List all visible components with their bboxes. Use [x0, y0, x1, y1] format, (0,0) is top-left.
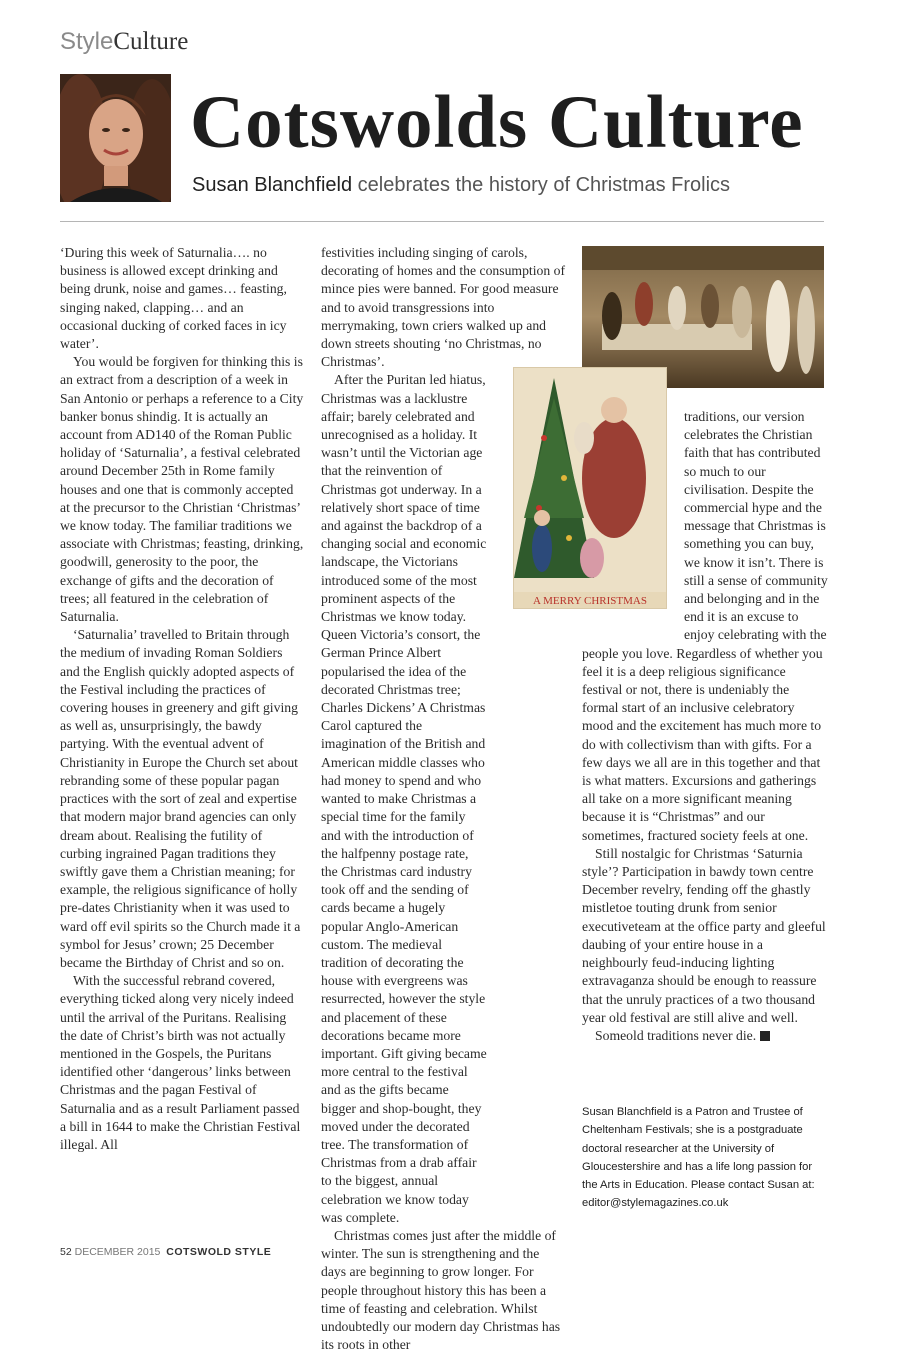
paragraph: festivities including singing of carols, decorating of homes and the consumption of mince pies were banned. For good measure and to avoid transgressions into merrymaking, town criers walked up and down streets shouting ‘no Christmas, no Christmas’.	[321, 245, 566, 370]
issue-date: DECEMBER 2015	[74, 1246, 161, 1258]
paragraph: You would be forgiven for thinking this is an extract from a description of a week in San Antonio or perhaps a reference to a City banker bonus shindig. It is actually an account from AD140 of the Roman Public holiday of ‘Saturnalia’, a festival celebrated around December 25th in Rome family houses and one that is commonly accepted at the precursor to the Christian ‘Christmas’ we know today. The familiar traditions we associate with Christmas; feasting, drinking, goodwill, generosity to the poor, the exchange of gifts and the decoration of trees; all featured in the celebration of Saturnalia.	[60, 354, 304, 625]
subtitle-text: celebrates the history of Christmas Frolics	[357, 174, 731, 196]
section-label	[60, 28, 188, 56]
paragraph: Christmas comes just after the middle of winter. The sun is strengthening and the days are beginning to grow longer. For people throughout history this has been a time of feasting and celebration. Whilst undoubtedly our modern day Christmas has its roots in other	[321, 1227, 561, 1353]
postcard-caption: A MERRY CHRISTMAS	[533, 595, 647, 607]
paragraph	[582, 1027, 828, 1045]
page-footer	[60, 1246, 271, 1258]
article-title: Cotswolds Culture	[190, 81, 804, 164]
paragraph: Still nostalgic for Christmas ‘Saturnia style’? Participation in bawdy town centre December revelry, fending off the ghastly mistletoe touting drunk from senior executiveteam at the office party and gleeful daubing of your entire house in a neighbourly feud-inducing lighting extravaganza should be enough to reassure that the unruly practices of a two thousand year old festival are still alive and well.	[582, 845, 826, 1025]
paragraph: ‘During this week of Saturnalia…. no business is allowed except drinking and being drunk, noise and games… feasting, singing naked, clapping… and an occasional ducking of corked faces in icy water’.	[60, 245, 287, 352]
paragraph: traditions, our version celebrates the Christian faith that has contributed so much to our civilisation. Despite the commercial hype and the message that Christmas is something you can buy, we know it isn’t. There is still a sense of community and belonging and in the end it is an excuse to enjoy celebrating with the people you love. Regardless of whether you feel it is a deep religious significance festival or not, there is undeniably the formal start of an inclusive celebratory mood and the excitement has much more to do with collectivism than with gifts. For a few days we all are in this together and that is what matters. Excursions and gatherings all take on a more significant meaning because it is “Christmas” and our sometimes, fractured society feels at one.	[582, 409, 828, 843]
page-number: 52	[60, 1246, 72, 1258]
end-mark	[760, 1031, 770, 1041]
article-column-1	[60, 244, 304, 1154]
paragraph: With the successful rebrand covered, everything ticked along very nicely indeed until the arrival of the Puritans. Realising the date of Christ’s birth was not actually mentioned in the Gospels, the Puritans identified other ‘dangerous’ links between Christmas and the pagan Festival of Saturnalia and as a result Parliament passed a bill in 1644 to make the Christian Festival illegal. All	[60, 973, 301, 1152]
header-divider	[60, 221, 824, 222]
section-name: Culture	[113, 28, 189, 55]
paragraph: After the Puritan led hiatus, Christmas was a lacklustre affair; barely celebrated and unrecognised as a holiday. It wasn’t until the Victorian age that the reinvention of Christmas got underway. In a relatively short space of time and against the backdrop of a changing social and economic landscape, the Victorians introduced some of the most prominent aspects of the Christmas we know today. Queen Victoria’s consort, the German Prince Albert popularised the idea of the decorated Christmas tree; Charles Dickens’ A Christmas Carol captured the imagination of the British and American middle classes who had money to spend and who wanted to make Christmas a special time for the family and with the introduction of the halfpenny postage rate, the Christmas card industry took off and the sending of cards became a hugely popular Anglo-American custom. The medieval tradition of decorating the house with evergreens was resurrected, however the style and placement of these decorations became more important. Gift giving became more central to the festival and as the gifts became bigger and shop-bought, they moved under the decorated tree. The transformation of Christmas from a drab affair to the biggest, annual celebration we know today was complete.	[321, 372, 487, 1225]
section-style: Style	[60, 28, 114, 55]
author-bio: Susan Blanchfield is a Patron and Trustee of Cheltenham Festivals; she is a postgraduate doctoral researcher at the University of Gloucestershire and has a life long passion for the Arts in Education. Please contact Susan at: editor@stylemagazines.co.uk	[582, 1106, 815, 1210]
author-name: Susan Blanchfield	[192, 174, 353, 196]
christmas-postcard	[513, 367, 667, 609]
magazine-name: COTSWOLD STYLE	[166, 1246, 272, 1258]
closing-line: Someold traditions never die.	[595, 1027, 757, 1043]
article-subtitle	[192, 174, 730, 197]
author-photo	[60, 74, 171, 202]
paragraph: ‘Saturnalia’ travelled to Britain through the medium of invading Roman Soldiers and the English quickly adopted aspects of the Festival including the practices of covering houses in greenery and gift giving as well as, unsurprisingly, the bawdy partying. With the eventual advent of Christianity in Europe the Church set about rebranding some of these popular pagan practices with the sort of zeal and expertise that modern major brand agencies can only dream about. Realising the futility of curbing ingrained Pagan traditions they swiftly gave them a Christian meaning; for example, the religious significance of holly pre-dates Christianity when it was used to ward off evil spirits so the Church made it a symbol for Jesus’ crown; 25 December became the Birthday of Christ and so on.	[60, 627, 301, 970]
